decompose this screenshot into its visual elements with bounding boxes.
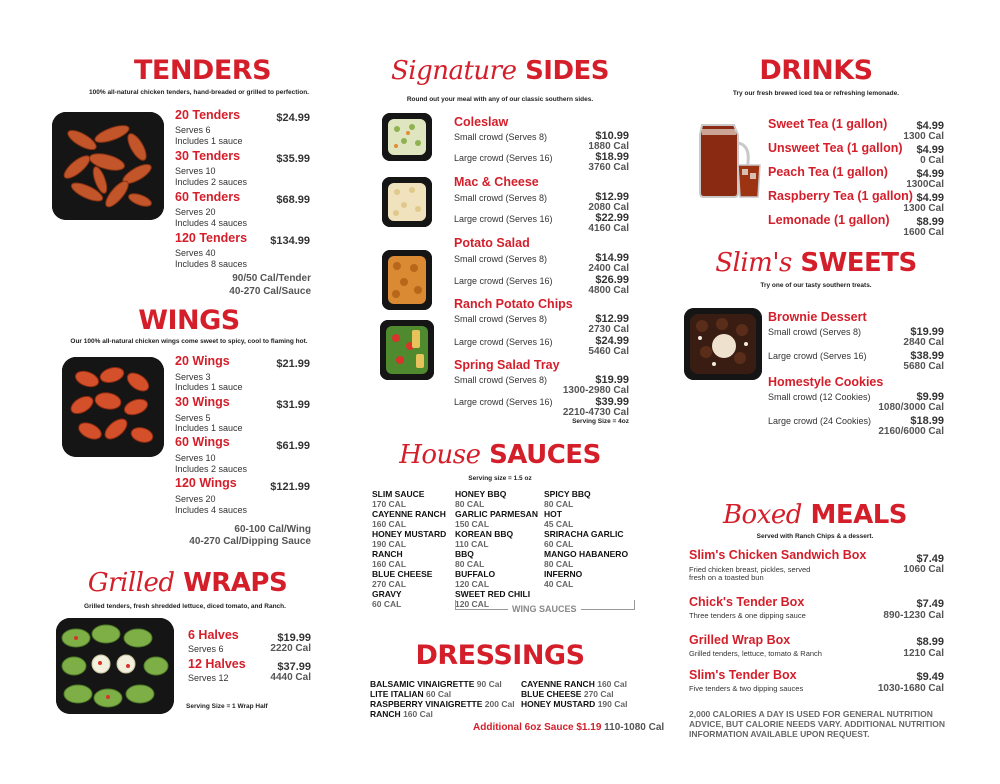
sauce-item: BUFFALO 120 CAL bbox=[455, 569, 496, 589]
side-small-label: Small crowd (Serves 8) bbox=[454, 193, 548, 203]
sweet-large-cal: 5680 Cal bbox=[903, 361, 944, 372]
wings-item-sauces: Includes 4 sauces bbox=[175, 505, 248, 515]
dressing-item: BALSAMIC VINAIGRETTE 90 Cal bbox=[370, 679, 502, 689]
sauces-column-1 bbox=[372, 489, 446, 609]
column-left bbox=[0, 0, 330, 784]
wing-sauces-label: WING SAUCES bbox=[508, 604, 581, 614]
drink-item-price: $4.99 bbox=[916, 120, 944, 132]
drink-item-cal: 1600 Cal bbox=[903, 227, 944, 238]
side-small-cal: 1300-2980 Cal bbox=[562, 385, 629, 396]
sauce-item: KOREAN BBQ 110 CAL bbox=[455, 529, 514, 549]
wings-item-price: $21.99 bbox=[276, 358, 310, 370]
sweet-small-label: Small crowd (Serves 8) bbox=[768, 327, 862, 337]
tenders-item-price: $68.99 bbox=[276, 194, 310, 206]
dressing-item: BLUE CHEESE 270 Cal bbox=[521, 689, 614, 699]
meal-item-name: Grilled Wrap Box bbox=[689, 633, 791, 647]
meal-item-price: $7.49 bbox=[916, 553, 944, 565]
wraps-item-price: $37.99 bbox=[277, 661, 311, 673]
side-small-cal: 2730 Cal bbox=[588, 324, 629, 335]
tenders-item-price: $35.99 bbox=[276, 153, 310, 165]
meal-item-name: Slim's Tender Box bbox=[689, 668, 797, 682]
side-large-label: Large crowd (Serves 16) bbox=[454, 337, 553, 347]
side-large-label: Large crowd (Serves 16) bbox=[454, 214, 553, 224]
wings-subtitle: Our 100% all-natural chicken wings come sweet to spicy, cool to flaming hot. bbox=[70, 338, 308, 345]
sweet-small-label: Small crowd (12 Cookies) bbox=[768, 392, 871, 402]
drink-item-price: $4.99 bbox=[916, 168, 944, 180]
tenders-item-sauces: Includes 2 sauces bbox=[175, 177, 248, 187]
drink-item-cal: 1300 Cal bbox=[903, 131, 944, 142]
drinks-title: DRINKS bbox=[759, 55, 873, 86]
sauce-item: CAYENNE RANCH 160 CAL bbox=[372, 509, 446, 529]
side-large-price: $18.99 bbox=[595, 151, 629, 163]
side-small-price: $12.99 bbox=[595, 191, 629, 203]
meal-item-price: $8.99 bbox=[916, 636, 944, 648]
additional-sauce: Additional 6oz Sauce $1.19 110-1080 Cal bbox=[473, 722, 665, 733]
side-large-cal: 4800 Cal bbox=[588, 285, 629, 296]
sweets-title: Slim's SWEETS bbox=[715, 248, 917, 278]
meal-item-name: Chick's Tender Box bbox=[689, 595, 805, 609]
tenders-item-serves: Serves 6 bbox=[175, 125, 211, 135]
sauce-item: HOT 45 CAL bbox=[544, 509, 574, 529]
wings-item-price: $121.99 bbox=[270, 481, 310, 493]
sauce-item: HONEY MUSTARD 190 CAL bbox=[372, 529, 447, 549]
wraps-item-serves: Serves 6 bbox=[188, 644, 224, 654]
wings-item-name: 30 Wings bbox=[175, 395, 230, 409]
meal-item-name: Slim's Chicken Sandwich Box bbox=[689, 548, 867, 562]
side-item-name: Spring Salad Tray bbox=[454, 358, 560, 372]
sauce-item: BLUE CHEESE 270 CAL bbox=[372, 569, 433, 589]
sauces-serving-size: Serving size = 1.5 oz bbox=[468, 475, 532, 482]
side-large-price: $24.99 bbox=[595, 335, 629, 347]
side-item-name: Potato Salad bbox=[454, 236, 530, 250]
side-item-name: Mac & Cheese bbox=[454, 175, 539, 189]
sweet-small-cal: 1080/3000 Cal bbox=[878, 402, 944, 413]
dressings-column-1 bbox=[370, 679, 515, 719]
side-small-price: $19.99 bbox=[595, 374, 629, 386]
sweet-small-price: $9.99 bbox=[916, 391, 944, 403]
salad-tray-image bbox=[380, 320, 434, 380]
side-large-price: $39.99 bbox=[595, 396, 629, 408]
tenders-platter-icon bbox=[52, 112, 164, 220]
side-large-label: Large crowd (Serves 16) bbox=[454, 397, 553, 407]
meals-subtitle: Served with Ranch Chips & a dessert. bbox=[756, 533, 874, 540]
wings-item-name: 60 Wings bbox=[175, 435, 230, 449]
meal-item-desc: fresh on a toasted bun bbox=[689, 573, 764, 582]
drink-item-cal: 1300Cal bbox=[906, 179, 944, 190]
side-small-price: $10.99 bbox=[595, 130, 629, 142]
sweet-item-name: Homestyle Cookies bbox=[768, 375, 884, 389]
tenders-item-serves: Serves 40 bbox=[175, 248, 216, 258]
wings-item-price: $31.99 bbox=[276, 399, 310, 411]
sweet-large-price: $18.99 bbox=[910, 415, 944, 427]
sweet-item-name: Brownie Dessert bbox=[768, 310, 867, 324]
sauce-item: SPICY BBQ 80 CAL bbox=[544, 489, 591, 509]
dressing-item: RASPBERRY VINAIGRETTE 200 Cal bbox=[370, 699, 515, 709]
wings-item-name: 120 Wings bbox=[175, 476, 237, 490]
meal-item-desc: Grilled tenders, lettuce, tomato & Ranch bbox=[689, 649, 822, 658]
sauce-cal-note: 40-270 Cal/Sauce bbox=[229, 286, 311, 297]
side-large-cal: 2210-4730 Cal bbox=[562, 407, 629, 418]
meal-item-cal: 1210 Cal bbox=[903, 648, 944, 659]
sweet-small-price: $19.99 bbox=[910, 326, 944, 338]
wings-cal-note: 60-100 Cal/Wing bbox=[234, 524, 311, 535]
sweet-small-cal: 2840 Cal bbox=[903, 337, 944, 348]
nutrition-disclaimer: 2,000 CALORIES A DAY IS USED FOR GENERAL NUTRITION ADVICE, BUT CALORIE NEEDS VARY. ADDITIONAL NUTRITION INFORMATION AVAILABLE UPON REQUEST. bbox=[689, 709, 945, 739]
wraps-platter-icon bbox=[56, 618, 174, 714]
drink-item-name: Raspberry Tea (1 gallon) bbox=[768, 189, 913, 203]
tenders-item-sauces: Includes 4 sauces bbox=[175, 218, 248, 228]
sweet-large-cal: 2160/6000 Cal bbox=[878, 426, 944, 437]
wraps-item-price: $19.99 bbox=[277, 632, 311, 644]
sauces-column-3 bbox=[544, 489, 628, 589]
tenders-item-price: $24.99 bbox=[276, 112, 310, 124]
mac-cheese-icon bbox=[382, 177, 432, 227]
wings-item-name: 20 Wings bbox=[175, 354, 230, 368]
dressings-title: DRESSINGS bbox=[415, 640, 585, 671]
side-small-label: Small crowd (Serves 8) bbox=[454, 375, 548, 385]
drinks-subtitle: Try our fresh brewed iced tea or refreshing lemonade. bbox=[732, 90, 900, 97]
meal-item-cal: 1030-1680 Cal bbox=[877, 683, 944, 694]
drink-item-name: Unsweet Tea (1 gallon) bbox=[768, 141, 903, 155]
column-right bbox=[670, 0, 1000, 784]
iced-tea-icon bbox=[694, 115, 764, 200]
side-large-label: Large crowd (Serves 16) bbox=[454, 276, 553, 286]
side-large-cal: 3760 Cal bbox=[588, 162, 629, 173]
sweets-subtitle: Try one of our tasty southern treats. bbox=[760, 282, 872, 289]
sauce-item: BBQ 80 CAL bbox=[455, 549, 485, 569]
wraps-title: Grilled WRAPS bbox=[87, 568, 288, 598]
wings-item-sauces: Includes 2 sauces bbox=[175, 464, 248, 474]
sweet-large-label: Large crowd (Serves 16) bbox=[768, 351, 867, 361]
column-middle bbox=[340, 0, 670, 784]
meal-item-price: $7.49 bbox=[916, 598, 944, 610]
tenders-image bbox=[52, 112, 164, 220]
drink-item-name: Sweet Tea (1 gallon) bbox=[768, 117, 888, 131]
tenders-item-name: 20 Tenders bbox=[175, 108, 241, 122]
drink-item-cal: 0 Cal bbox=[920, 155, 944, 166]
dipping-sauce-cal-note: 40-270 Cal/Dipping Sauce bbox=[189, 536, 311, 547]
sauce-item: RANCH 160 CAL bbox=[372, 549, 407, 569]
wraps-item-cal: 4440 Cal bbox=[270, 672, 311, 683]
tenders-item-sauces: Includes 8 sauces bbox=[175, 259, 248, 269]
sauces-title: House SAUCES bbox=[399, 440, 601, 470]
tenders-subtitle: 100% all-natural chicken tenders, hand-breaded or grilled to perfection. bbox=[89, 89, 309, 96]
sauce-item: GARLIC PARMESAN 150 CAL bbox=[455, 509, 538, 529]
sides-title: Signature SIDES bbox=[390, 56, 610, 86]
tenders-title: TENDERS bbox=[133, 55, 272, 86]
tenders-item-name: 30 Tenders bbox=[175, 149, 241, 163]
wings-item-price: $61.99 bbox=[276, 440, 310, 452]
wings-item-serves: Serves 20 bbox=[175, 494, 216, 504]
wings-image bbox=[62, 357, 164, 457]
side-small-price: $12.99 bbox=[595, 313, 629, 325]
brownie-image bbox=[684, 308, 762, 380]
side-large-cal: 4160 Cal bbox=[588, 223, 629, 234]
dressing-item: RANCH 160 Cal bbox=[370, 709, 433, 719]
side-large-label: Large crowd (Serves 16) bbox=[454, 153, 553, 163]
side-large-cal: 5460 Cal bbox=[588, 346, 629, 357]
tenders-cal-note: 90/50 Cal/Tender bbox=[232, 273, 311, 284]
side-large-price: $26.99 bbox=[595, 274, 629, 286]
sauce-item: SWEET RED CHILI 120 CAL bbox=[455, 589, 531, 609]
sides-subtitle: Round out your meal with any of our classic southern sides. bbox=[406, 96, 594, 103]
tenders-item-name: 60 Tenders bbox=[175, 190, 241, 204]
wings-item-sauces: Includes 1 sauce bbox=[175, 423, 243, 433]
drink-item-name: Lemonade (1 gallon) bbox=[768, 213, 890, 227]
wraps-item-cal: 2220 Cal bbox=[270, 643, 311, 654]
wings-platter-icon bbox=[62, 357, 164, 457]
meal-item-cal: 890-1230 Cal bbox=[883, 610, 944, 621]
meal-item-desc: Three tenders & one dipping sauce bbox=[689, 611, 806, 620]
meal-item-cal: 1060 Cal bbox=[903, 564, 944, 575]
side-item-name: Coleslaw bbox=[454, 115, 509, 129]
tenders-item-serves: Serves 10 bbox=[175, 166, 216, 176]
dressing-item: CAYENNE RANCH 160 Cal bbox=[521, 679, 627, 689]
side-small-cal: 2400 Cal bbox=[588, 263, 629, 274]
wraps-item-serves: Serves 12 bbox=[188, 673, 229, 683]
tenders-item-name: 120 Tenders bbox=[175, 231, 248, 245]
dressing-item: HONEY MUSTARD 190 Cal bbox=[521, 699, 628, 709]
drink-item-cal: 1300 Cal bbox=[903, 203, 944, 214]
wings-item-serves: Serves 3 bbox=[175, 372, 211, 382]
sides-serving-size: Serving Size = 4oz bbox=[572, 418, 629, 425]
sauce-item: GRAVY 60 CAL bbox=[372, 589, 402, 609]
dressings-column-2 bbox=[521, 679, 627, 709]
meal-item-desc: Fried chicken breast, pickles, served bbox=[689, 565, 811, 574]
wraps-item-name: 6 Halves bbox=[188, 628, 239, 642]
drink-item-name: Peach Tea (1 gallon) bbox=[768, 165, 888, 179]
side-small-label: Small crowd (Serves 8) bbox=[454, 132, 548, 142]
wraps-item-name: 12 Halves bbox=[188, 657, 246, 671]
side-small-label: Small crowd (Serves 8) bbox=[454, 314, 548, 324]
wings-item-serves: Serves 10 bbox=[175, 453, 216, 463]
wings-title: WINGS bbox=[138, 305, 240, 336]
sauces-column-2 bbox=[455, 489, 538, 609]
drink-item-price: $4.99 bbox=[916, 144, 944, 156]
drink-item-price: $4.99 bbox=[916, 192, 944, 204]
salad-tray-icon bbox=[380, 320, 434, 380]
tenders-item-sauces: Includes 1 sauce bbox=[175, 136, 243, 146]
drink-item-price: $8.99 bbox=[916, 216, 944, 228]
side-small-cal: 1880 Cal bbox=[588, 141, 629, 152]
side-large-price: $22.99 bbox=[595, 212, 629, 224]
side-small-cal: 2080 Cal bbox=[588, 202, 629, 213]
sauce-item: INFERNO 40 CAL bbox=[544, 569, 583, 589]
potato-salad-icon bbox=[382, 250, 432, 310]
brownie-icon bbox=[684, 308, 762, 380]
side-item-name: Ranch Potato Chips bbox=[454, 297, 573, 311]
sweet-large-label: Large crowd (24 Cookies) bbox=[768, 416, 872, 426]
tenders-item-serves: Serves 20 bbox=[175, 207, 216, 217]
sauce-item: HONEY BBQ 80 CAL bbox=[455, 489, 507, 509]
sweet-large-price: $38.99 bbox=[910, 350, 944, 362]
sauce-item: MANGO HABANERO 80 CAL bbox=[544, 549, 629, 569]
meal-item-price: $9.49 bbox=[916, 671, 944, 683]
wraps-serving-size: Serving Size = 1 Wrap Half bbox=[186, 703, 268, 710]
tenders-item-price: $134.99 bbox=[270, 235, 310, 247]
wraps-subtitle: Grilled tenders, fresh shredded lettuce, diced tomato, and Ranch. bbox=[84, 603, 286, 610]
mac-cheese-image bbox=[382, 177, 432, 227]
coleslaw-icon bbox=[382, 113, 432, 161]
wings-item-sauces: Includes 1 sauce bbox=[175, 382, 243, 392]
side-small-price: $14.99 bbox=[595, 252, 629, 264]
potato-salad-image bbox=[382, 250, 432, 310]
side-small-label: Small crowd (Serves 8) bbox=[454, 254, 548, 264]
tea-pitcher-image bbox=[694, 115, 764, 200]
dressing-item: LITE ITALIAN 60 Cal bbox=[370, 689, 452, 699]
sauce-item: SRIRACHA GARLIC 60 CAL bbox=[544, 529, 624, 549]
wraps-image bbox=[56, 618, 174, 714]
sauce-item: SLIM SAUCE 170 CAL bbox=[372, 489, 425, 509]
coleslaw-image bbox=[382, 113, 432, 161]
meal-item-desc: Five tenders & two dipping sauces bbox=[689, 684, 804, 693]
meals-title: Boxed MEALS bbox=[722, 500, 908, 530]
wings-item-serves: Serves 5 bbox=[175, 413, 211, 423]
